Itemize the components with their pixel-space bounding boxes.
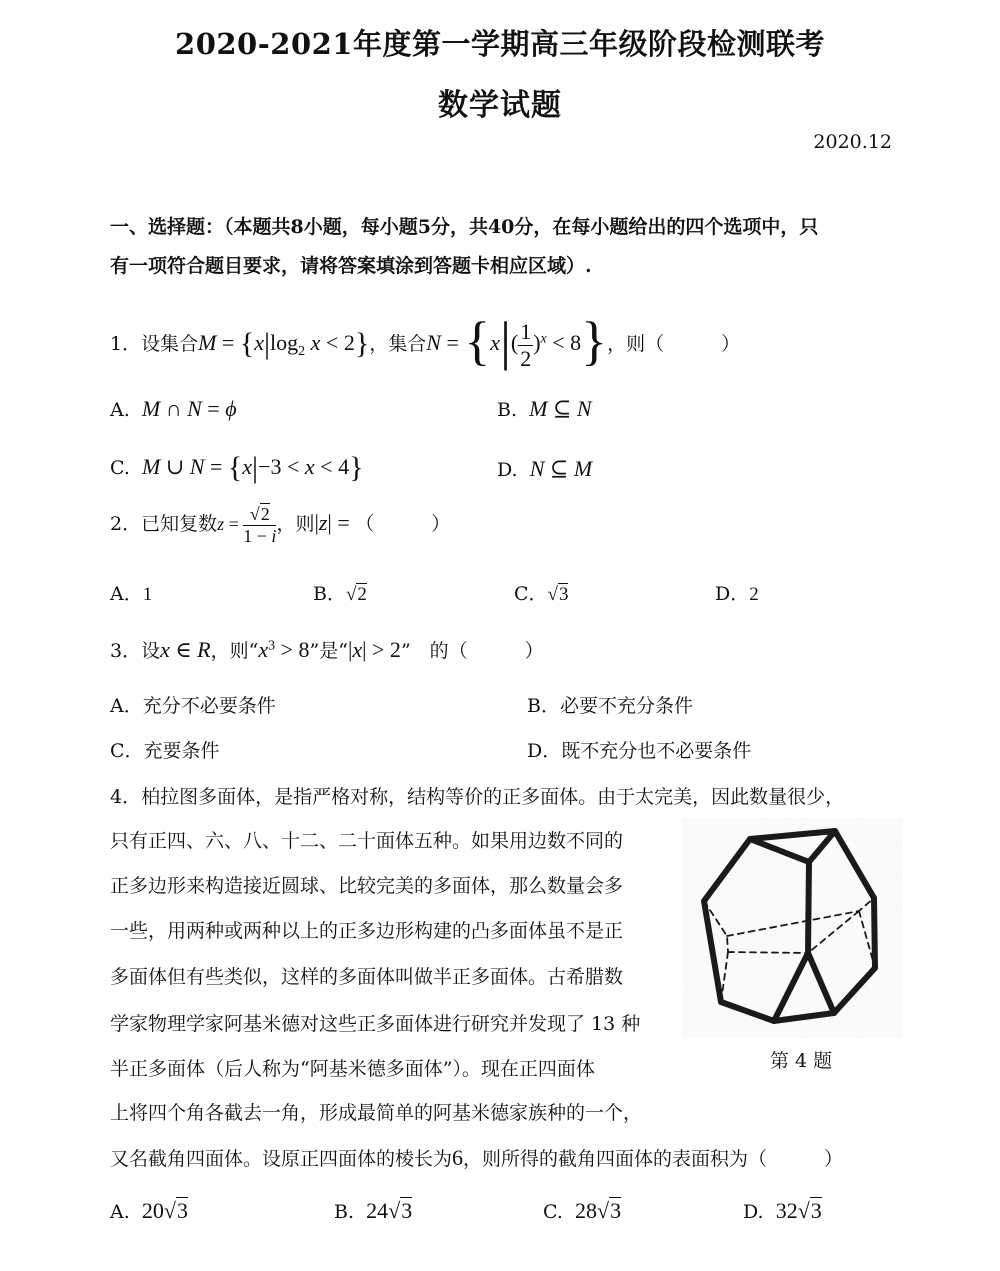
q1-prefix: 1．设集合 xyxy=(110,333,199,355)
q4-line-4: 一些，用两种或两种以上的正多边形构建的凸多面体虽不是正 xyxy=(110,920,624,942)
q2-option-a: A．1 xyxy=(110,583,153,605)
subject-title: 数学试题 xyxy=(438,88,562,123)
q4-line-7: 半正多面体（后人称为“阿基米德多面体”）。现在正四面体 xyxy=(110,1058,595,1080)
q1-suffix: ，则（ ） xyxy=(607,333,741,355)
q3-option-a: A．充分不必要条件 xyxy=(110,695,276,717)
q4-option-d: D. 32√3 xyxy=(743,1198,822,1223)
q1-option-b: B. M ⊆ N xyxy=(497,396,592,421)
truncated-tetrahedron-figure xyxy=(683,818,903,1038)
q4-option-a: A. 20√3 xyxy=(110,1198,188,1223)
q2-option-c: C．√3 xyxy=(514,583,569,605)
q1-option-c: C. M ∪ N = {x|−3 < x < 4} xyxy=(110,451,364,484)
question-1-stem: 1．设集合$M = \{x|\log_2$ x < 2}，集合N = {x|( $\frac{1}{2}$ )$^x$ < 8}，则（ ） xyxy=(110,311,741,371)
q2-option-d: D．2 xyxy=(715,583,759,605)
q1-option-d: D. N ⊆ M xyxy=(497,456,593,481)
q1-mid: ，集合 xyxy=(369,333,427,355)
q3-option-d: D．既不充分也不必要条件 xyxy=(527,740,752,762)
q3-option-b: B．必要不充分条件 xyxy=(527,695,693,717)
exam-date: 2020.12 xyxy=(813,131,892,153)
q4-line-5: 多面体但有些类似，这样的多面体叫做半正多面体。古希腊数 xyxy=(110,966,624,988)
q3-option-c: C．充要条件 xyxy=(110,740,220,762)
q4-line-9: 又名截角四面体。设原正四面体的棱长为6，则所得的截角四面体的表面积为（ ） xyxy=(110,1145,844,1170)
section-heading-line2: 有一项符合题目要求，请将答案填涂到答题卡相应区域）. xyxy=(110,255,592,277)
question-2-stem: 2．已知复数z = $\frac{√2}{1 - i}$ ，则|z| = （ ） xyxy=(110,504,451,546)
exam-title: 2020-2021年度第一学期高三年级阶段检测联考 xyxy=(175,27,825,61)
q2-option-b: B．√2 xyxy=(313,583,367,605)
q4-line-2: 只有正四、六、八、十二、二十面体五种。如果用边数不同的 xyxy=(110,830,624,852)
q4-line-3: 正多边形来构造接近圆球、比较完美的多面体，那么数量会多 xyxy=(110,875,624,897)
q4-line-6: 学家物理学家阿基米德对这些正多面体进行研究并发现了 13 种 xyxy=(110,1013,641,1035)
q4-line-8: 上将四个角各截去一角，形成最简单的阿基米德家族种的一个， xyxy=(110,1102,643,1124)
q1-option-a: A. M ∩ N = ϕ xyxy=(110,396,237,421)
q4-option-b: B. 24√3 xyxy=(334,1198,413,1223)
q4-option-c: C. 28√3 xyxy=(543,1198,622,1223)
q4-line-1: 4．柏拉图多面体，是指严格对称，结构等价的正多面体。由于太完美，因此数量很少， xyxy=(110,786,845,808)
section-heading-line1: 一、选择题：（本题共8小题，每小题5分，共40分，在每小题给出的四个选项中，只 xyxy=(110,216,819,238)
question-3-stem: 3．设x ∈ R，则“$x^3 > 8$”是“|x| > 2” 的（ ） xyxy=(110,637,544,662)
figure-caption: 第 4 题 xyxy=(770,1050,833,1072)
